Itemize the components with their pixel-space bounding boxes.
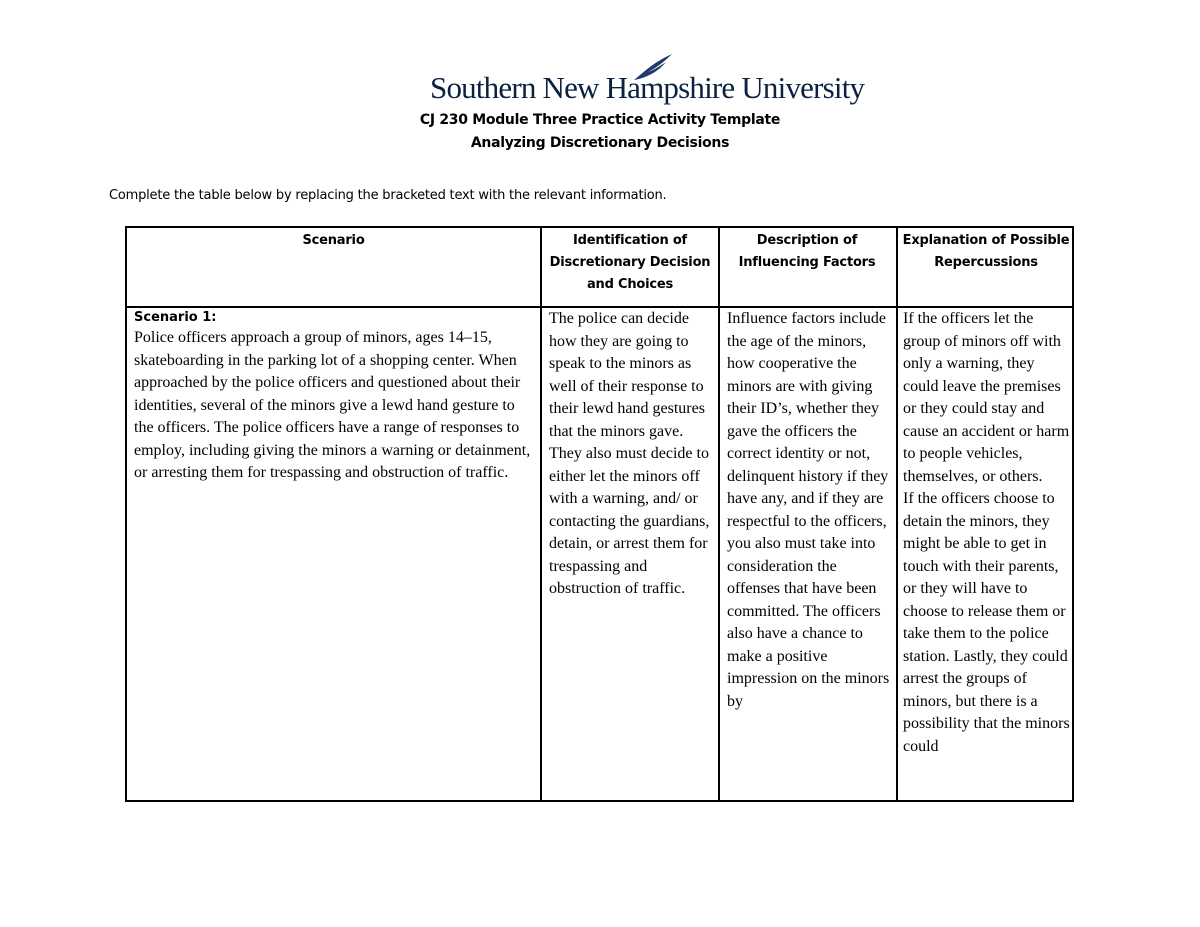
repercussions-text-2: If the officers choose to detain the minors, they might be able to get in touch with their parents, or they will have to choose to release them or take them to the police station. Lastly, they could arrest the groups of minors, but there is a possibility that the minors could (903, 490, 1070, 755)
cell-identification (549, 308, 715, 800)
identification-text: The police can decide how they are going to speak to the minors as well of their response to their lewd hand gestures that the minors gave. They also must decide to either let the minors off with a warning, and/ or contacting the guardians, detain, or arrest them for trespassing and obstruction of traffic. (549, 310, 710, 597)
column-divider (718, 228, 720, 800)
influencing-factors-text: Influence factors include the age of the minors, how cooperative the minors are with giving their ID’s, whether they gave the officers the correct identity or not, delinquent history if they have any, and if they are respectful to the officers, you also must take into consideration the offenses that have been committed. The officers also have a chance to make a positive impression on the minors by (727, 310, 890, 710)
scenario-text: Police officers approach a group of minors, ages 14–15, skateboarding in the parking lot of a shopping center. When approached by the police officers and questioned about their identities, several of the minors give a lewd hand gesture to the officers. The police officers have a range of responses to employ, including giving the minors a warning or detainment, or arresting them for trespassing and obstruction of traffic. (134, 329, 531, 481)
document-subtitle: Analyzing Discretionary Decisions (470, 135, 730, 151)
document-title: CJ 230 Module Three Practice Activity Template (419, 112, 781, 128)
cell-scenario (134, 308, 536, 800)
column-divider (540, 228, 542, 800)
cell-repercussions (903, 308, 1070, 800)
repercussions-text-1: If the officers let the group of minors off with only a warning, they could leave the premises or they could stay and cause an accident or harm to people vehicles, themselves, or others. (903, 310, 1070, 485)
logo-wordmark: Southern New Hampshire University (430, 70, 865, 105)
header-repercussions: Explanation of Possible Repercussions (902, 233, 1070, 270)
cell-influencing-factors (727, 308, 890, 800)
header-identification: Identification of Discretionary Decision and Choices (549, 233, 711, 292)
university-logo (430, 52, 865, 108)
scenario-table (125, 226, 1074, 802)
instructions-text: Complete the table below by replacing the bracketed text with the relevant information. (109, 188, 667, 203)
scenario-label: Scenario 1: (134, 310, 217, 325)
header-scenario: Scenario (302, 233, 365, 248)
column-divider (896, 228, 898, 800)
header-influencing-factors: Description of Influencing Factors (738, 233, 876, 270)
